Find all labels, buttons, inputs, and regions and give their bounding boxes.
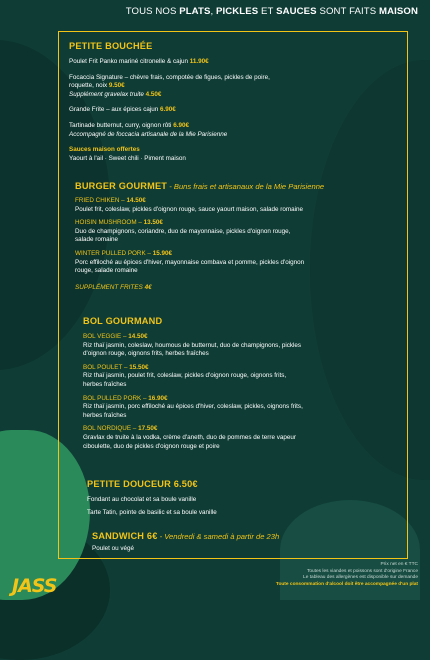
footer-line: Le tableau des allergènes est disponible sur demande — [303, 575, 418, 581]
section-bol — [83, 316, 401, 451]
item-desc: Riz thaï jasmin, poulet frit, coleslaw, pickles d'oignon rouge, oignons frits, — [83, 372, 287, 380]
item-price: 6.90€ — [173, 121, 189, 129]
section-title: BURGER GOURMET — [75, 181, 168, 191]
item-name: BOL POULET – — [83, 363, 130, 371]
item-text: Poulet Frit Panko mariné citronelle & cajun — [69, 58, 190, 65]
item-desc: herbes fraîches — [83, 380, 127, 388]
item-price: 15.90€ — [152, 249, 172, 257]
banner-text: TOUS NOS — [125, 6, 180, 17]
menu-item — [69, 58, 399, 67]
item-desc: d'oignon rouge, oignons frits, herbes fraîches — [83, 350, 209, 358]
item-price: 14.50€ — [126, 197, 146, 204]
item-name: BOL VEGGIE – — [83, 333, 129, 340]
item-name: BOL PULLED PORK – — [83, 394, 149, 402]
banner-bold: PLATS — [179, 6, 211, 17]
footer-line: Prix net en € TTC — [380, 562, 418, 567]
menu-item — [83, 425, 401, 451]
menu-item — [75, 250, 400, 276]
section-burger — [75, 181, 400, 291]
supplement-frites — [75, 284, 400, 291]
menu-item — [83, 395, 401, 421]
banner-bold: SAUCES — [276, 6, 317, 17]
item-price: 17.50€ — [138, 425, 158, 433]
item-desc: salade romaine — [75, 236, 119, 244]
section-title: PETITE BOUCHÉE — [69, 41, 153, 51]
section-sandwich — [92, 531, 401, 554]
banner-bold: PICKLES — [215, 6, 259, 17]
item-price: 14.50€ — [128, 333, 148, 340]
jass-logo: JASS — [12, 575, 57, 597]
section-petite-bouchee — [69, 41, 399, 163]
dessert-item: Tarte Tatin, pointe de basilic et sa boule vanille — [87, 508, 217, 516]
item-desc: Riz thaï jasmin, coleslaw, houmous de butternut, duo de champignons, pickles — [83, 341, 302, 349]
banner-text: ET — [258, 6, 277, 17]
sauces-title: Sauces maison offertes — [69, 146, 140, 154]
sauces — [69, 146, 399, 163]
dessert-item: Fondant au chocolat et sa boule vanille — [87, 496, 197, 503]
item-name: BOL NORDIQUE – — [83, 425, 139, 433]
menu-frame — [58, 31, 408, 559]
item-text: Tartinade butternut, curry, oignon rôti — [69, 121, 174, 129]
menu-item — [69, 106, 399, 115]
item-desc: rouge, salade romaine — [75, 267, 138, 275]
item-price: 4.50€ — [145, 90, 162, 98]
item-price: 6.90€ — [160, 106, 176, 114]
item-price: 9.50€ — [108, 82, 125, 90]
section-title: BOL GOURMAND — [83, 316, 163, 326]
item-desc: Porc effiloché au épices d'hiver, mayonnaise combava et pomme, pickles d'oignon — [75, 258, 305, 266]
item-desc: Duo de champignons, coriandre, duo de mayonnaise, pickles d'oignon rouge, — [75, 227, 291, 235]
item-desc: Poulet frit, coleslaw, pickles d'oignon rouge, sauce yaourt maison, salade romaine — [75, 205, 304, 213]
section-title: PETITE DOUCEUR — [87, 479, 174, 489]
section-douceur — [87, 479, 401, 517]
item-note: Accompagné de foccacia artisanale de la Mie Parisienne — [69, 130, 228, 138]
sandwich-desc: Poulet ou végé — [92, 545, 135, 552]
menu-item — [83, 333, 401, 359]
section-price: 6€ — [146, 531, 158, 541]
footer-notes — [276, 562, 418, 588]
item-price: 15.50€ — [129, 363, 149, 371]
menu-item — [75, 197, 400, 214]
item-text: Focaccia Signature – chèvre frais, compotée de figues, pickles de poire, — [69, 73, 270, 81]
item-desc: ciboulette, duo de pickles d'oignon rouge et poire — [83, 442, 220, 450]
item-price: 13.50€ — [143, 219, 163, 227]
supplement-label: SUPPLÉMENT FRITES — [75, 283, 145, 291]
item-name: WINTER PULLED PORK – — [75, 249, 153, 257]
item-price: 16.90€ — [148, 394, 168, 402]
item-desc: herbes fraîches — [83, 411, 127, 419]
supplement-price: 4€ — [144, 283, 152, 291]
item-name: HOISIN MUSHROOM – — [75, 219, 144, 227]
item-desc: Gravlax de truite à la vodka, crème d'aneth, duo de pommes de terre vapeur — [83, 433, 296, 441]
menu-item — [83, 364, 401, 390]
banner-text: , — [210, 6, 216, 17]
item-text: roquette, noix — [69, 82, 109, 90]
item-name: FRIED CHIKEN – — [75, 197, 127, 204]
sauces-list: Yaourt à l'ail · Sweet chili · Piment maison — [69, 154, 186, 162]
section-price: 6.50€ — [173, 479, 198, 489]
footer-line: Toute consommation d'alcool doit être accompagnée d'un plat — [275, 581, 418, 587]
section-title: SANDWICH — [92, 531, 147, 541]
item-price: 11.90€ — [189, 58, 209, 65]
section-subtitle: - Vendredi & samedi à partir de 23h — [157, 532, 280, 541]
menu-item — [69, 122, 399, 139]
item-text: Grande Frite – aux épices cajun — [69, 106, 161, 114]
top-banner — [126, 6, 418, 17]
menu-item — [75, 219, 400, 245]
section-subtitle: - Buns frais et artisanaux de la Mie Parisienne — [167, 182, 325, 191]
banner-bold: MAISON — [379, 6, 418, 17]
item-desc: Riz thaï jasmin, porc effiloché au épices d'hiver, coleslaw, pickles, oignons frits, — [83, 403, 303, 411]
footer-line: Toutes les viandes et poissons sont d'origine France — [306, 568, 418, 574]
menu-item — [69, 74, 399, 100]
banner-text: SONT FAITS — [316, 6, 380, 17]
item-note: Supplément gravelax truite — [69, 90, 146, 98]
